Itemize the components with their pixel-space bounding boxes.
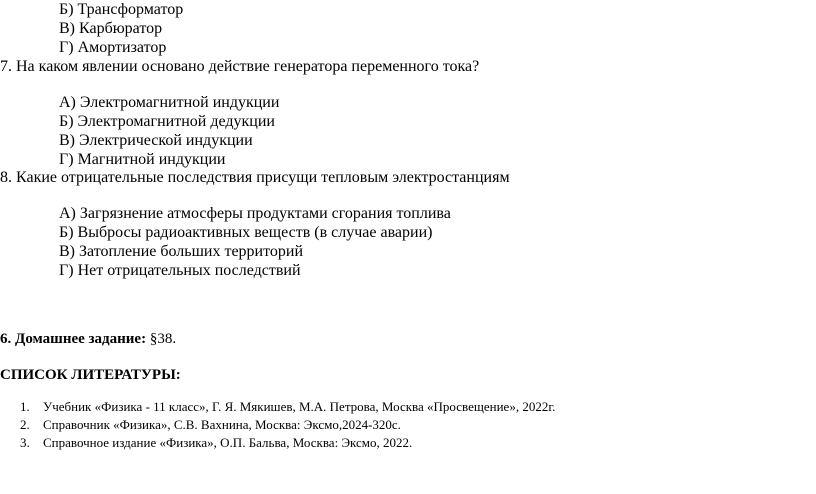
literature-item-text: Справочник «Физика», С.В. Вахнина, Москва: Эксмо,2024-320с. xyxy=(43,417,401,432)
q8-option-b: Б) Выбросы радиоактивных веществ (в случае аварии) xyxy=(59,224,433,241)
question-7-text: 7. На каком явлении основано действие генератора переменного тока? xyxy=(0,58,480,75)
literature-item-number: 1. xyxy=(20,399,30,414)
q6-option-b: Б) Трансформатор xyxy=(59,1,184,18)
q7-option-b: Б) Электромагнитной дедукции xyxy=(59,113,275,130)
literature-item-number: 3. xyxy=(20,435,30,450)
literature-title: СПИСОК ЛИТЕРАТУРЫ: xyxy=(0,367,181,383)
q6-option-c: В) Карбюратор xyxy=(59,20,163,37)
q7-option-a: А) Электромагнитной индукции xyxy=(59,94,280,111)
q7-option-d: Г) Магнитной индукции xyxy=(59,151,226,168)
q8-option-d: Г) Нет отрицательных последствий xyxy=(59,262,301,279)
homework-line xyxy=(0,330,176,349)
q7-option-c: В) Электрической индукции xyxy=(59,132,253,149)
question-8-text: 8. Какие отрицательные последствия присущи тепловым электростанциям xyxy=(0,169,510,186)
q6-option-d: Г) Амортизатор xyxy=(59,39,167,56)
q8-option-a: А) Загрязнение атмосферы продуктами сгорания топлива xyxy=(59,205,451,222)
homework-label: 6. Домашнее задание: xyxy=(0,331,147,347)
q8-option-c: В) Затопление больших территорий xyxy=(59,243,304,260)
literature-item-number: 2. xyxy=(20,417,30,432)
literature-item-text: Учебник «Физика - 11 класс», Г. Я. Мякишев, М.А. Петрова, Москва «Просвещение», 2022г. xyxy=(43,399,556,414)
homework-value: §38. xyxy=(146,331,177,347)
literature-item-text: Справочное издание «Физика», О.П. Бальва, Москва: Эксмо, 2022. xyxy=(43,435,413,450)
